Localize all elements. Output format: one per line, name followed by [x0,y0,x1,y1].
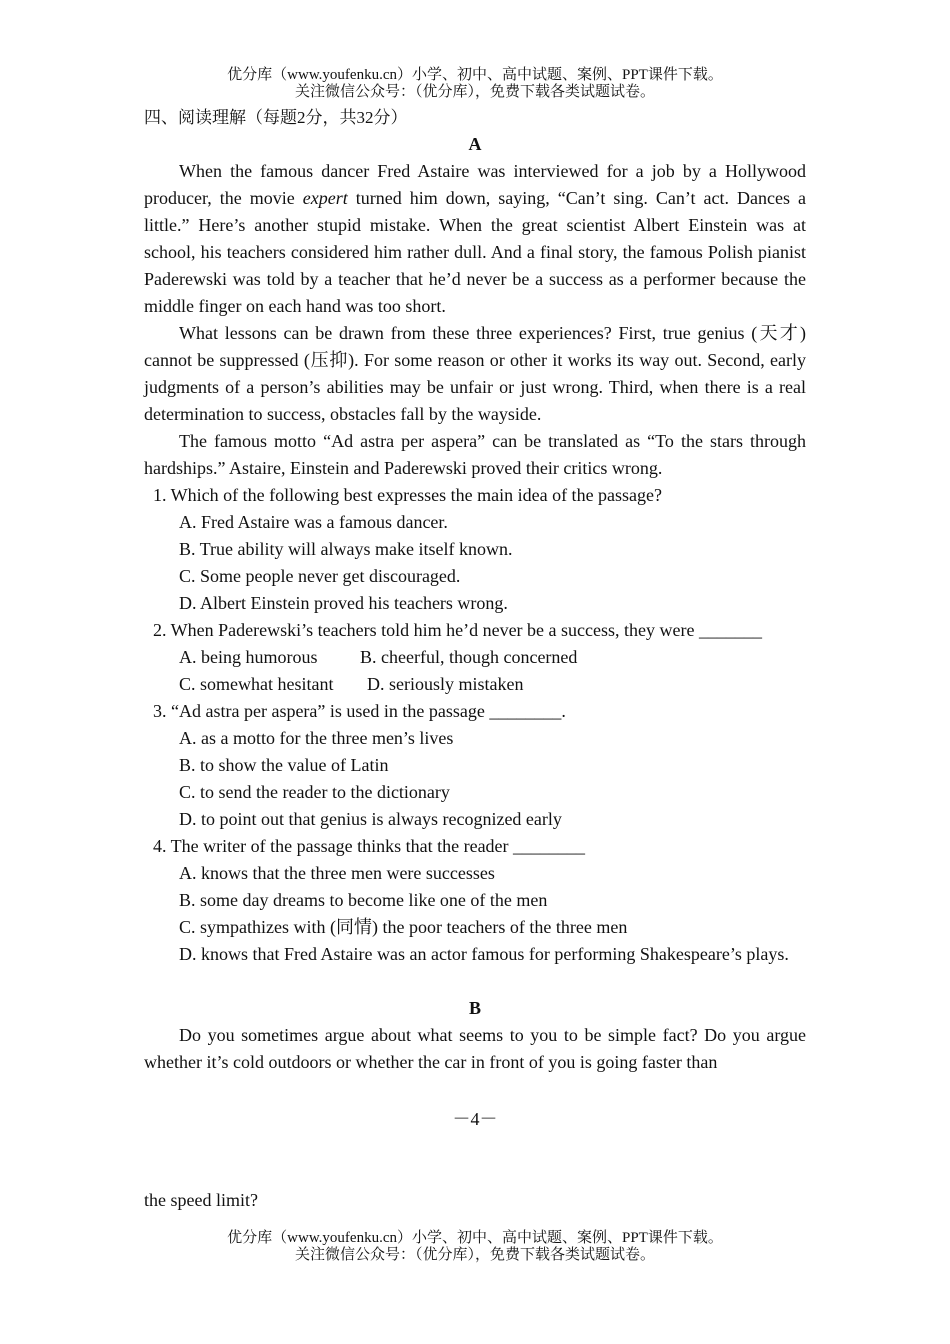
passage-b-paragraph-1-end: the speed limit? [144,1190,258,1210]
question-2-option-c: C. somewhat hesitant [179,674,334,694]
question-4-stem: 4. The writer of the passage thinks that the reader ________ [153,836,586,856]
question-1-option-b: B. True ability will always make itself known. [179,539,513,559]
passage-a-p1-italic: expert [302,188,348,208]
section-title: 四、阅读理解（每题2分，共32分） [144,108,408,127]
question-3-option-a: A. as a motto for the three men’s lives [179,728,454,748]
header-line-2-repeat: 关注微信公众号：（优分库），免费下载各类试题试卷。 [294,1247,655,1263]
passage-b-letter: B [468,998,481,1018]
header-line-1: 优分库（www.youfenku.cn）小学、初中、高中试题、案例、PPT课件下载。 [227,67,723,83]
page-header-bottom [0,1230,950,1264]
question-1-option-c: C. Some people never get discouraged. [179,566,461,586]
spacer [144,968,806,995]
passage-a-p1-after: turned him down, saying, “Can’t sing. Can’t act. Dances a little.” Here’s another stupid mistake. When the great scientist Albert Einstein was at school, his teachers considered him rather dull. And a final story, the famous Polish pianist Paderewski was told by a teacher that he’d never be a success as a performer because the middle finger on each hand was too short. [144,188,807,316]
page-content [144,104,806,1076]
passage-a-paragraph-2: What lessons can be drawn from these three experiences? First, true genius (天才) cannot be suppressed (压抑). For some reason or other it works its way out. Second, early judgments of a person’s abilities may be unfair or just wrong. Third, when there is a real determination to success, obstacles fall by the wayside. [144,323,806,424]
passage-b-paragraph-1-start: Do you sometimes argue about what seems to you to be simple fact? Do you argue whether it’s cold outdoors or whether the car in front of you is going faster than [144,1025,806,1072]
header-line-1-repeat: 优分库（www.youfenku.cn）小学、初中、高中试题、案例、PPT课件下载。 [227,1230,723,1246]
question-2-option-d: D. seriously mistaken [367,674,524,694]
question-1-stem: 1. Which of the following best expresses the main idea of the passage? [153,485,663,505]
passage-a-paragraph-3: The famous motto “Ad astra per aspera” can be translated as “To the stars through hardships.” Astaire, Einstein and Paderewski proved their critics wrong. [144,431,806,478]
question-2-option-a: A. being humorous [179,647,318,667]
question-3-stem: 3. “Ad astra per aspera” is used in the passage ________. [153,701,566,721]
question-2-options-row-2 [144,671,806,698]
passage-a-letter: A [468,134,482,154]
question-4-option-b: B. some day dreams to become like one of the men [179,890,548,910]
question-3-option-b: B. to show the value of Latin [179,755,389,775]
passage-a-paragraph-1 [144,158,806,320]
question-4-option-c: C. sympathizes with (同情) the poor teachers of the three men [179,917,628,937]
question-4-option-d: D. knows that Fred Astaire was an actor famous for performing Shakespeare’s plays. [179,944,789,964]
passage-a-p1-before: When the famous dancer Fred Astaire was interviewed for a job by a Hollywood producer, the movie [144,161,806,208]
page-number: －4－ [452,1109,498,1129]
question-3-option-c: C. to send the reader to the dictionary [179,782,450,802]
question-3-option-d: D. to point out that genius is always recognized early [179,809,562,829]
question-2-option-b: B. cheerful, though concerned [360,647,578,667]
question-2-options-row-1 [144,644,806,671]
header-line-2: 关注微信公众号：（优分库），免费下载各类试题试卷。 [294,84,655,100]
question-1-option-a: A. Fred Astaire was a famous dancer. [179,512,448,532]
page-header-top [0,67,950,101]
question-2-stem: 2. When Paderewski’s teachers told him he’d never be a success, they were _______ [153,620,762,640]
question-4-option-a: A. knows that the three men were successes [179,863,495,883]
question-1-option-d: D. Albert Einstein proved his teachers wrong. [179,593,508,613]
